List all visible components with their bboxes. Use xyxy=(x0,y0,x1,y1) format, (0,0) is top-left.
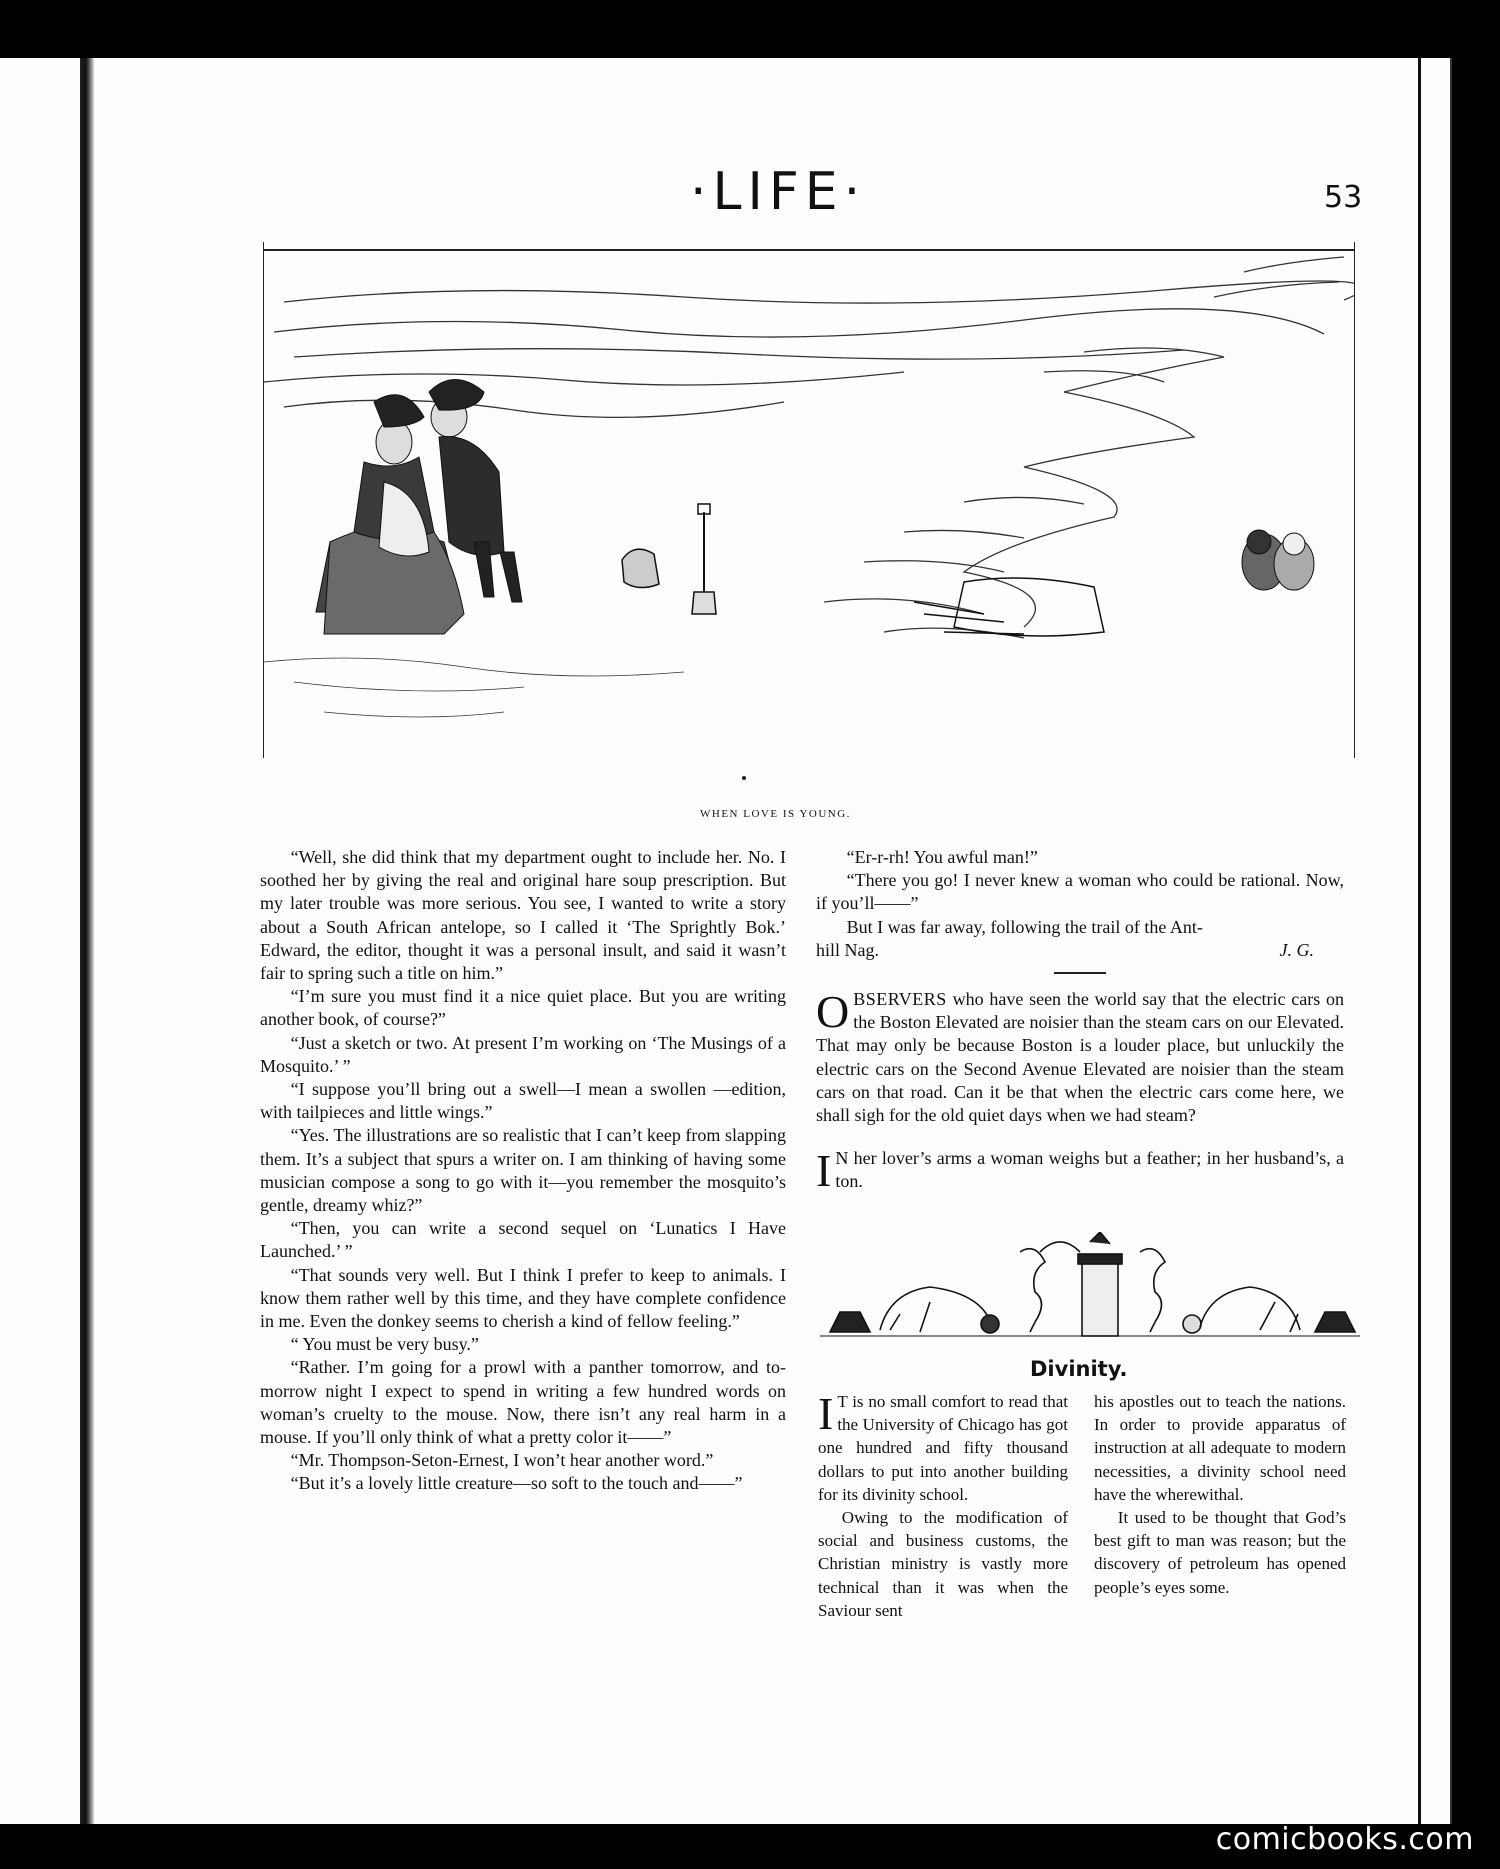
caption-dot xyxy=(742,776,746,780)
section-rule xyxy=(1054,972,1106,974)
divinity-paragraph: his apostles out to teach the nations. In order to provide apparatus of instruction at all adequate to modern necessities, a divinity school need have the wherewithal. xyxy=(1094,1392,1346,1504)
story-paragraph: “Then, you can write a second sequel on ‘Lunatics I Have Launched.’ ” xyxy=(260,1218,786,1262)
bowing-figures-drawing xyxy=(820,1232,1360,1352)
feather-paragraph xyxy=(816,1145,1344,1197)
story-paragraph: “ You must be very busy.” xyxy=(290,1334,479,1355)
story-column-left xyxy=(260,846,786,1496)
divinity-column-b xyxy=(1094,1390,1346,1599)
observers-lead: BSERVERS xyxy=(853,989,947,1010)
story-paragraph: “Rather. I’m going for a prowl with a panther tomorrow, and to-morrow night I expect to spend in writing a few hundred words on woman’s cruelty to the mouse. Now, there isn’t any real harm in a mouse. If you’ll only think of what a pretty color it——” xyxy=(260,1357,786,1448)
story-signature-line xyxy=(816,939,1344,962)
divinity-dropcap: I xyxy=(818,1388,834,1439)
story-paragraph: “That sounds very well. But I think I prefer to keep to animals. I know them rather well by this time, and they have complete confidence in me. Even the donkey seems to cherish a kind of fellow feeling.” xyxy=(260,1264,786,1332)
story-paragraph: “Er-r-rh! You awful man!” xyxy=(846,847,1038,867)
story-paragraph: “Well, she did think that my department ought to include her. No. I soothed her by giving the real and original hare soup prescription. But my later trouble was more serious. You see, I wanted to write a story about a South African antelope, so I called it ‘The Sprightly Bok.’ Edward, the editor, thought it was a personal insult, and said it wasn’t fair to spring such a title on him.” xyxy=(260,847,786,984)
story-paragraph: “I’m sure you must find it a nice quiet place. But you are writing another book, of course?” xyxy=(260,986,786,1030)
feather-text: N her lover’s arms a woman weighs but a feather; in her husband’s, a ton. xyxy=(835,1148,1344,1192)
feather-dropcap: I xyxy=(816,1145,832,1197)
divinity-column-a xyxy=(818,1390,1068,1622)
story-paragraph: “Just a sketch or two. At present I’m working on ‘The Musings of a Mosquito.’ ” xyxy=(260,1032,786,1076)
divinity-paragraph xyxy=(818,1390,1068,1506)
illustration-caption: WHEN LOVE IS YOUNG. xyxy=(700,808,851,820)
site-watermark: comicbooks.com xyxy=(1215,1822,1474,1857)
divinity-paragraph: It used to be thought that God’s best gift to man was reason; but the discovery of petroleum has opened people’s eyes some. xyxy=(1094,1508,1346,1597)
observers-text: who have seen the world say that the electric cars on the Boston Elevated are noisier than the steam cars on our Elevated. That may only be because Boston is a louder place, but unluckily the electric cars on the Second Avenue Elevated are noisier than the steam cars on that road. Can it be that when the electric cars come here, we shall sigh for the old quiet days when we had steam? xyxy=(816,989,1344,1126)
story-column-right xyxy=(816,846,1344,1197)
divinity-title: Divinity. xyxy=(1030,1357,1128,1381)
story-paragraph: “There you go! I never knew a woman who could be rational. Now, if you’ll——” xyxy=(816,870,1344,914)
masthead: ·LIFE· xyxy=(690,162,867,222)
author-initials: J. G. xyxy=(1279,939,1314,960)
page-edge xyxy=(1418,58,1449,1824)
beach-drawing xyxy=(264,242,1354,758)
story-paragraph: “I suppose you’ll bring out a swell—I mean a swollen —edition, with tailpieces and little wings.” xyxy=(260,1079,786,1123)
divinity-text: T is no small comfort to read that the University of Chicago has got one hundred and fifty thousand dollars to put into another building for its divinity school. xyxy=(818,1392,1068,1504)
story-paragraph: “But it’s a lovely little creature—so soft to the touch and——” xyxy=(290,1473,743,1494)
page-number: 53 xyxy=(1324,180,1363,215)
page-gutter xyxy=(80,58,94,1824)
story-paragraph: “Yes. The illustrations are so realistic that I can’t keep from slapping them. It’s a subject that spurs a writer on. I am thinking of having some musician compose a song to go with it—you remember the mosquito’s gentle, dreamy whiz?” xyxy=(260,1125,786,1216)
story-paragraph: But I was far away, following the trail of the Ant- xyxy=(846,916,1203,937)
divinity-illustration xyxy=(820,1232,1360,1352)
divinity-paragraph: Owing to the modification of social and business customs, the Christian ministry is vastly more technical than it was when the Saviour sent xyxy=(818,1508,1068,1620)
beach-illustration xyxy=(263,242,1355,758)
story-paragraph: “Mr. Thompson-Seton-Ernest, I won’t hear another word.” xyxy=(290,1450,714,1471)
story-closing: hill Nag. xyxy=(816,939,879,960)
observers-dropcap: O xyxy=(816,986,850,1038)
observers-paragraph xyxy=(816,988,1344,1127)
